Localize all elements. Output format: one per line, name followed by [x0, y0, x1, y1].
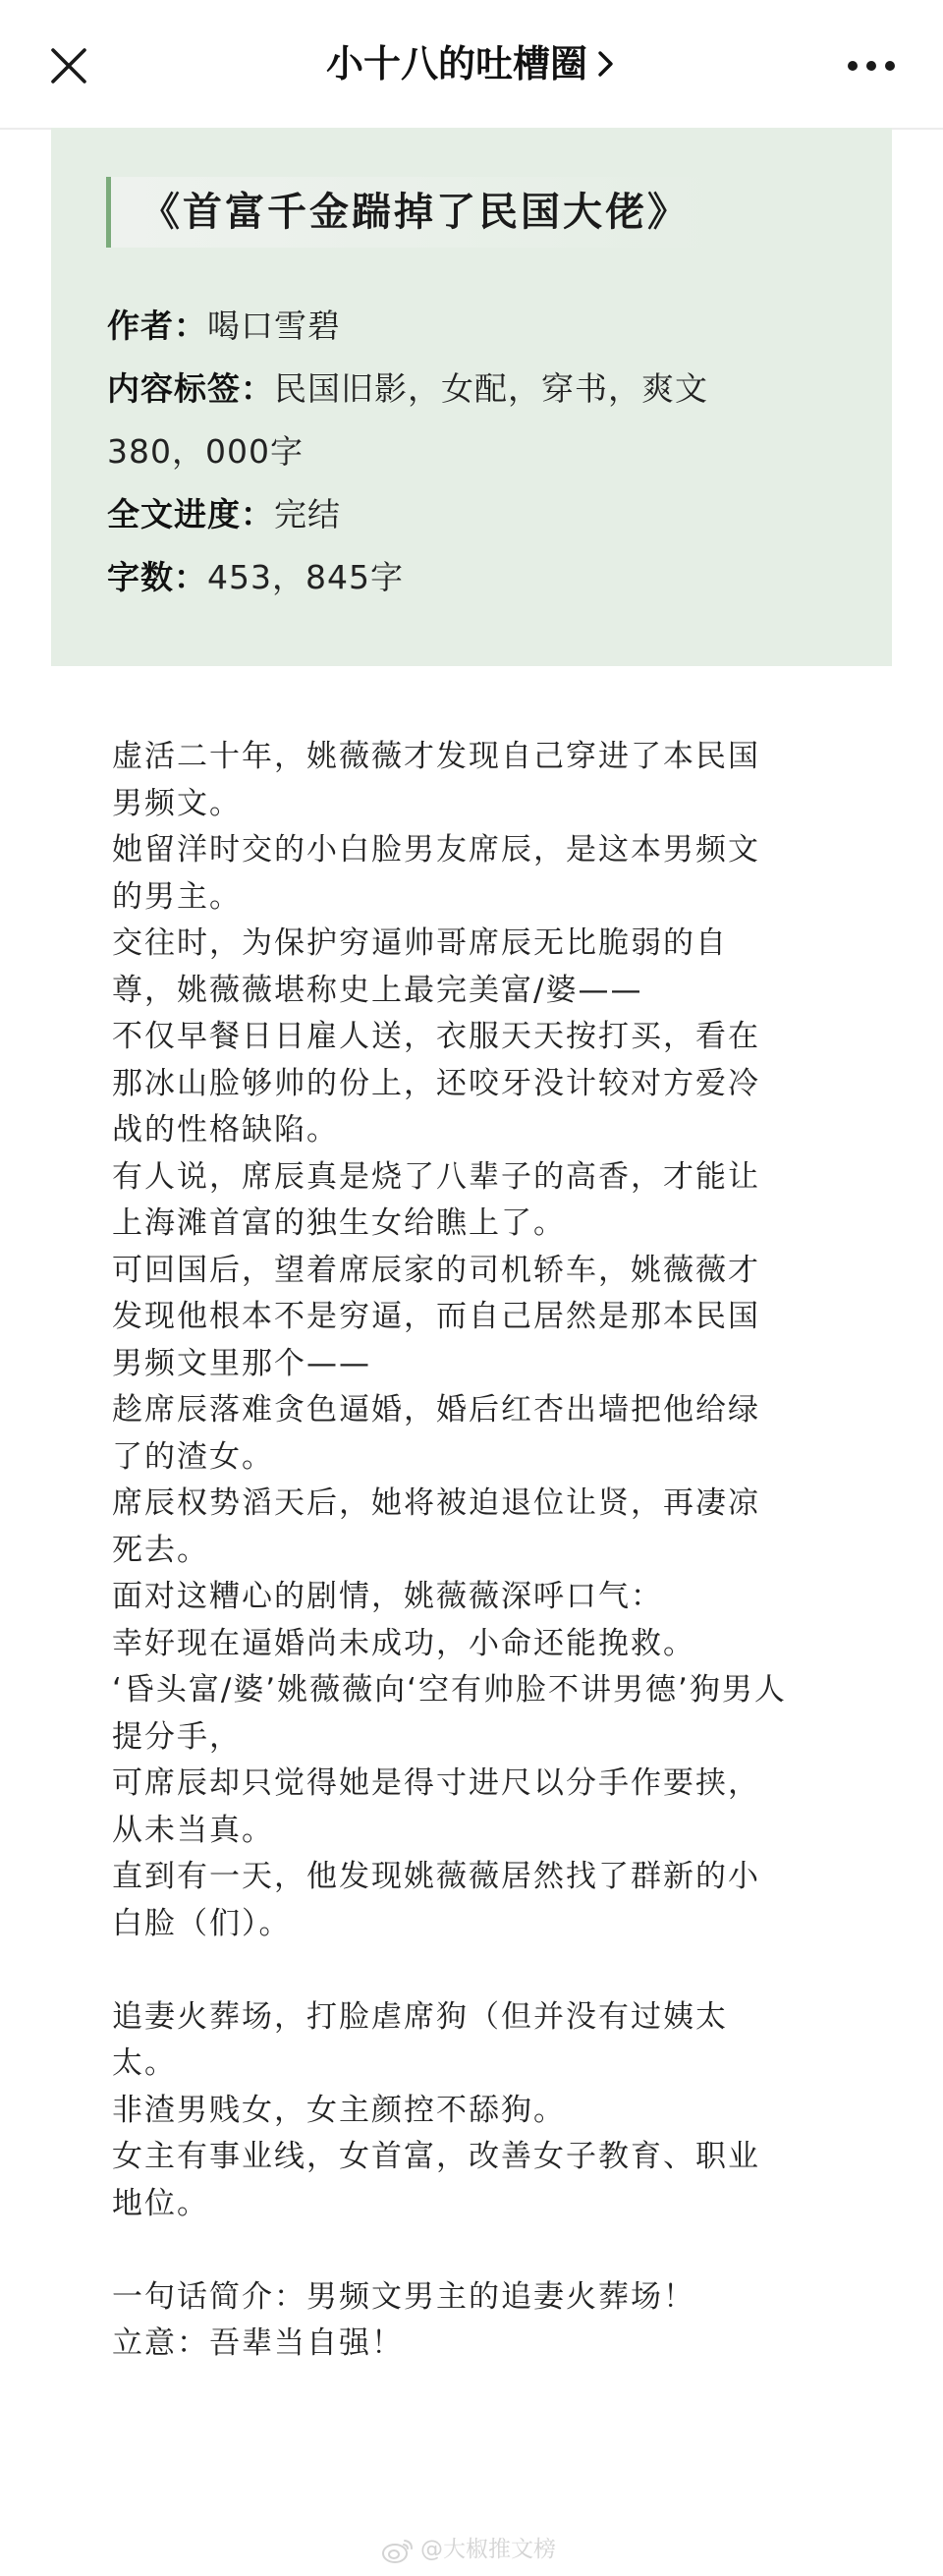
weibo-logo-icon — [381, 2537, 415, 2564]
book-meta — [107, 295, 873, 609]
author-value: 喝口雪碧 — [207, 307, 341, 345]
synopsis-line: 上海滩首富的独生女给瞧上了。 — [112, 1205, 566, 1241]
synopsis-line: 那冰山脸够帅的份上，还咬牙没计较对方爱冷 — [112, 1065, 760, 1101]
synopsis-line: 可席辰却只觉得她是得寸进尺以分手作要挟， — [112, 1765, 760, 1801]
word-count-value: 453，845字 — [207, 558, 404, 596]
synopsis-line: 地位。 — [112, 2185, 209, 2221]
synopsis-line: 战的性格缺陷。 — [112, 1112, 339, 1148]
chevron-right-icon — [595, 49, 617, 79]
synopsis-line: 趁席辰落难贪色逼婚，婚后红杏出墙把他给绿 — [112, 1392, 760, 1428]
more-dots-icon[interactable] — [847, 59, 896, 73]
progress-label: 全文进度： — [107, 495, 274, 533]
word-count-label: 字数： — [107, 558, 207, 596]
synopsis-line: 不仅早餐日日雇人送，衣服天天按打买，看在 — [112, 1019, 760, 1054]
progress-value: 完结 — [274, 495, 341, 533]
watermark — [381, 2530, 556, 2569]
account-title-link[interactable] — [0, 39, 943, 88]
synopsis-line: 白脸（们）。 — [112, 1905, 292, 1941]
synopsis-line: 的男主。 — [112, 878, 242, 915]
author-line — [107, 295, 873, 358]
synopsis-line: 男频文里那个—— — [112, 1345, 371, 1381]
progress-line — [107, 483, 873, 546]
book-title: 《首富千金踹掉了民国大佬》 — [140, 190, 690, 235]
synopsis-line: 一句话简介：男频文男主的追妻火葬场！ — [112, 2278, 695, 2315]
synopsis-line: 交往时，为保护穷逼帅哥席辰无比脆弱的自 — [112, 925, 728, 961]
synopsis-line: ‘昏头富/婆’姚薇薇向‘空有帅脸不讲男德’狗男人 — [112, 1672, 787, 1708]
synopsis-text — [112, 734, 849, 2368]
synopsis-line: 男频文。 — [112, 785, 242, 821]
top-nav-bar — [0, 0, 943, 130]
author-label: 作者： — [107, 307, 207, 345]
synopsis-line: 太。 — [112, 2045, 177, 2081]
word-count-line — [107, 546, 873, 609]
synopsis-line: 有人说，席辰真是烧了八辈子的高香，才能让 — [112, 1158, 760, 1195]
tags-line-continued — [107, 420, 873, 483]
synopsis-line: 立意：吾辈当自强！ — [112, 2325, 404, 2361]
synopsis-line: 从未当真。 — [112, 1812, 274, 1848]
synopsis-line: 尊，姚薇薇堪称史上最完美富/婆—— — [112, 972, 643, 1008]
synopsis-line: 可回国后，望着席辰家的司机轿车，姚薇薇才 — [112, 1252, 760, 1288]
synopsis-line: 追妻火葬场，打脸虐席狗（但并没有过姨太 — [112, 1998, 728, 2035]
book-title-box — [106, 177, 719, 248]
synopsis-line: 发现他根本不是穷逼，而自己居然是那本民国 — [112, 1299, 760, 1334]
synopsis-blank-line — [112, 1947, 849, 1994]
synopsis-line: 她留洋时交的小白脸男友席辰，是这本男频文 — [112, 832, 760, 868]
synopsis-line: 死去。 — [112, 1532, 209, 1568]
watermark-text: @大椒推文榜 — [420, 2537, 556, 2562]
synopsis-line: 提分手， — [112, 1718, 242, 1755]
book-info-card — [51, 128, 892, 666]
synopsis-blank-line — [112, 2227, 849, 2274]
tags-label: 内容标签： — [107, 369, 274, 408]
synopsis-line: 席辰权势滔天后，她将被迫退位让贤，再凄凉 — [112, 1485, 760, 1521]
synopsis-line: 直到有一天，他发现姚薇薇居然找了群新的小 — [112, 1859, 760, 1894]
synopsis-line: 非渣男贱女，女主颜控不舔狗。 — [112, 2092, 566, 2128]
account-name: 小十八的吐槽圈 — [325, 42, 587, 85]
synopsis-line: 幸好现在逼婚尚未成功，小命还能挽救。 — [112, 1625, 695, 1661]
tags-value-continued: 380，000字 — [107, 432, 304, 471]
synopsis-line: 面对这糟心的剧情，姚薇薇深呼口气： — [112, 1579, 663, 1614]
synopsis-line: 了的渣女。 — [112, 1438, 274, 1475]
synopsis-line: 虚活二十年，姚薇薇才发现自己穿进了本民国 — [112, 739, 760, 774]
synopsis-line: 女主有事业线，女首富，改善女子教育、职业 — [112, 2139, 760, 2174]
tags-line — [107, 358, 873, 420]
tags-value: 民国旧影，女配，穿书，爽文 — [274, 369, 708, 408]
